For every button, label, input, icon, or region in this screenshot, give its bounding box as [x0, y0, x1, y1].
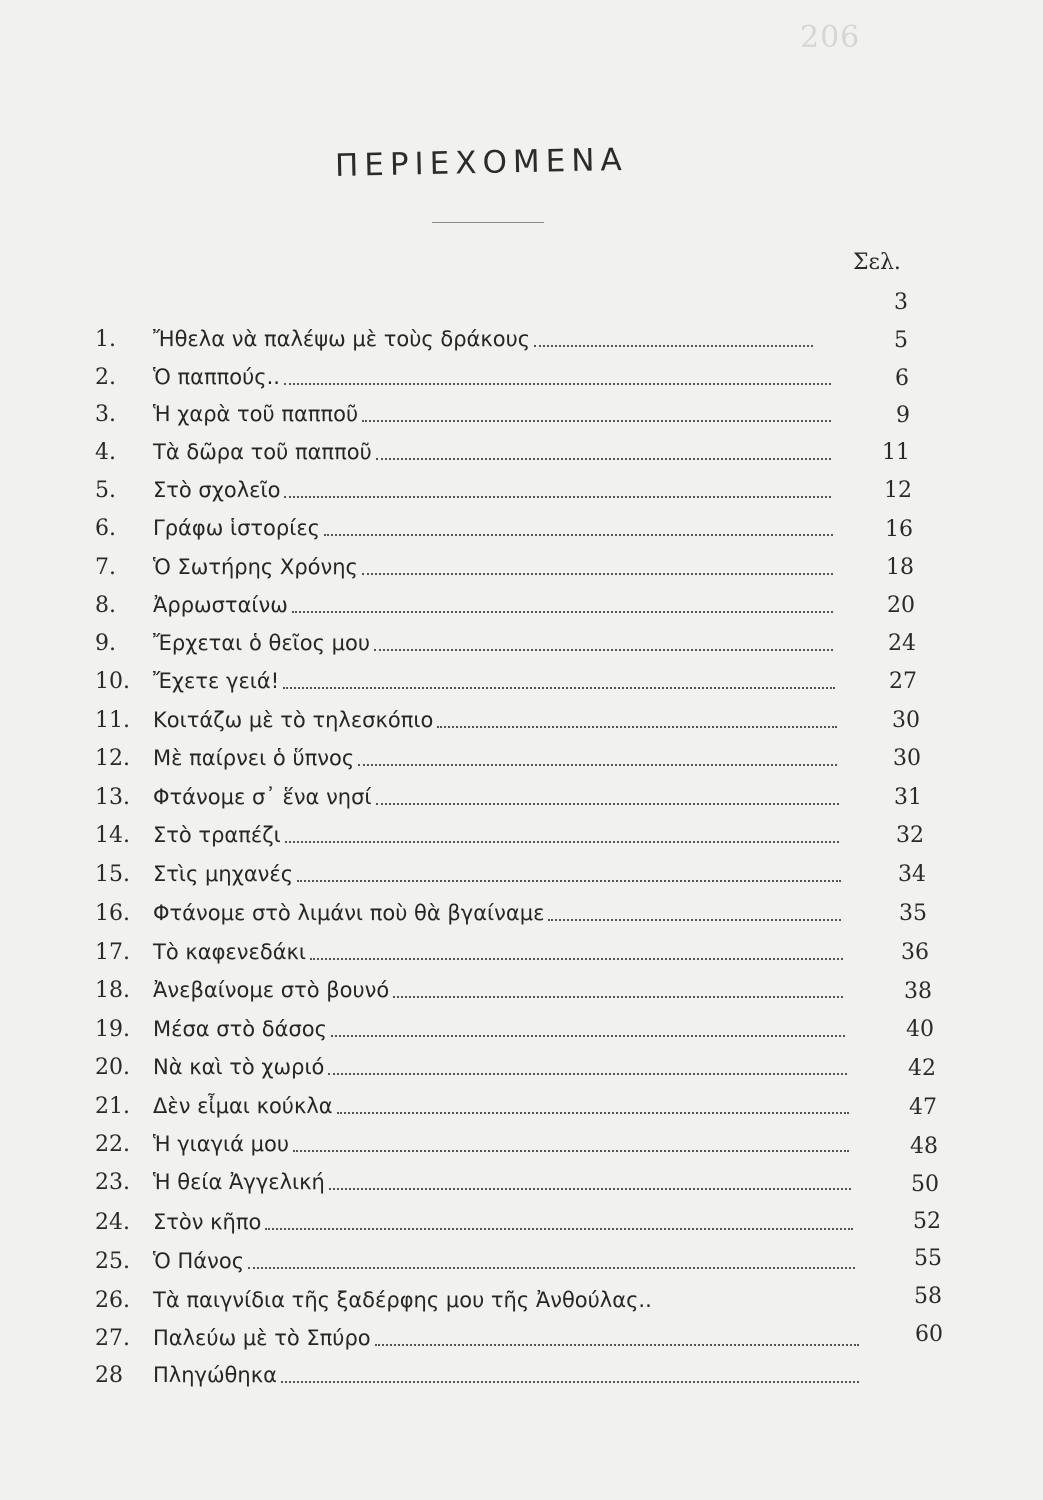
entry-title: Νὰ καὶ τὸ χωριό: [153, 1055, 325, 1079]
toc-entry: [95, 1012, 849, 1046]
page-number: 3: [894, 290, 908, 315]
page-number: 20: [887, 593, 915, 618]
entry-number: 7.: [95, 555, 116, 580]
dot-leader: [358, 764, 837, 766]
entry-number: 17.: [95, 940, 130, 965]
page-number: 60: [915, 1322, 943, 1347]
dot-leader: [285, 841, 839, 843]
dot-leader: [362, 573, 833, 575]
dot-leader: [297, 880, 841, 882]
entry-title: Στὸ τραπέζι: [153, 823, 281, 847]
page-number: 42: [908, 1056, 936, 1081]
page-number: 48: [910, 1134, 938, 1159]
page-number: 12: [884, 478, 912, 503]
entry-title: Ὁ Σωτήρης Χρόνης: [153, 555, 358, 579]
page-number: 9: [896, 403, 910, 428]
dot-leader: [265, 1228, 853, 1230]
toc-entry: [95, 935, 847, 969]
page-number: 52: [913, 1209, 941, 1234]
toc-entry: [95, 550, 837, 584]
toc-entry: [95, 973, 847, 1007]
dot-leader: [328, 1073, 847, 1075]
page-number: 50: [911, 1172, 939, 1197]
entry-number: 25.: [95, 1249, 130, 1274]
entry-number: 3.: [95, 402, 116, 427]
entry-number: 16.: [95, 901, 130, 926]
toc-entry: [95, 588, 837, 622]
entry-number: 5.: [95, 478, 116, 503]
dot-leader: [284, 383, 831, 385]
page-number: 47: [909, 1095, 937, 1120]
entry-title: Ἡ χαρὰ τοῦ παπποῦ: [153, 402, 359, 426]
toc-entry: [95, 511, 837, 545]
entry-title: Στὶς μηχανές: [153, 862, 294, 886]
toc-entry: [95, 741, 841, 775]
dot-leader: [374, 649, 833, 651]
page-number: 40: [906, 1017, 934, 1042]
entry-title: Πληγώθηκα: [153, 1363, 277, 1387]
page-number: 36: [901, 940, 929, 965]
dot-leader: [437, 726, 837, 728]
entry-number: 23.: [95, 1170, 130, 1195]
entry-title: Γράφω ἱστορίες: [153, 516, 321, 540]
entry-title: Ἀρρωσταίνω: [153, 593, 288, 617]
entry-number: 19.: [95, 1017, 130, 1042]
page-number: 34: [898, 862, 926, 887]
entry-title: Ἤθελα νὰ παλέψω μὲ τοὺς δράκους: [153, 327, 531, 351]
entry-title: Στὸ σχολεῖο: [153, 478, 281, 502]
toc-entry: [95, 626, 837, 660]
toc-entry: [95, 1127, 853, 1161]
entry-title: Δὲν εἶμαι κούκλα: [153, 1094, 333, 1118]
entry-number: 6.: [95, 516, 116, 541]
entry-number: 20.: [95, 1055, 130, 1080]
entry-title: Παλεύω μὲ τὸ Σπύρο: [153, 1326, 371, 1350]
entry-title: Φτάνομε στὸ λιμάνι ποὺ θὰ βγαίναμε: [153, 901, 545, 925]
entry-title: Ὁ παππούς..: [153, 365, 280, 389]
entry-number: 13.: [95, 785, 130, 810]
page-number: 5: [894, 328, 908, 353]
toc-entry: [95, 703, 841, 737]
entry-title: Μέσα στὸ δάσος: [153, 1017, 327, 1041]
entry-title: Τὰ δῶρα τοῦ παπποῦ: [153, 440, 372, 464]
dot-leader: [362, 420, 831, 422]
toc-entry: [95, 664, 839, 698]
page-number: 30: [892, 708, 920, 733]
toc-entry: [95, 322, 817, 356]
entry-number: 22.: [95, 1132, 130, 1157]
toc-entry: [95, 1244, 859, 1278]
toc-entry: [95, 896, 845, 930]
page-number: 16: [885, 517, 913, 542]
entry-number: 28: [95, 1363, 123, 1388]
toc-entry: [95, 435, 835, 469]
dot-leader: [393, 996, 843, 998]
entry-number: 2.: [95, 365, 116, 390]
page-number: 38: [904, 979, 932, 1004]
entry-number: 8.: [95, 593, 116, 618]
entry-number: 12.: [95, 746, 130, 771]
toc-entry: [95, 473, 835, 507]
dot-leader: [329, 1188, 851, 1190]
entry-title: Στὸν κῆπο: [153, 1210, 262, 1234]
entry-number: 14.: [95, 823, 130, 848]
entry-title: Ἀνεβαίνομε στὸ βουνό: [153, 978, 390, 1002]
entry-title: Ἔρχεται ὁ θεῖος μου: [153, 631, 370, 655]
page-number: 32: [896, 823, 924, 848]
entry-title: Ὁ Πάνος: [153, 1249, 245, 1273]
entry-number: 4.: [95, 440, 116, 465]
toc-entry: [95, 1165, 855, 1199]
page-title: ΠΕΡΙΕΧΟΜΕΝΑ: [334, 141, 629, 184]
page-number: 55: [914, 1246, 942, 1271]
dot-leader: [376, 803, 839, 805]
entry-title: Μὲ παίρνει ὁ ὕπνος: [153, 746, 355, 770]
toc-entry: [95, 1321, 863, 1355]
page-number: 18: [886, 555, 914, 580]
page-number: 11: [882, 440, 910, 465]
toc-entry: [95, 1050, 851, 1084]
entry-number: 24.: [95, 1210, 130, 1235]
entry-number: 9.: [95, 631, 116, 656]
dot-leader: [331, 1035, 845, 1037]
entry-number: 11.: [95, 708, 130, 733]
toc-entry: [95, 1089, 853, 1123]
entry-title: Ἔχετε γειά!: [153, 669, 280, 693]
page-number: 31: [894, 785, 922, 810]
dot-leader: [534, 345, 813, 347]
dot-leader: [292, 611, 833, 613]
entry-number: 27.: [95, 1326, 130, 1351]
dot-leader: [310, 958, 843, 960]
toc-entry: [95, 818, 843, 852]
entry-number: 10.: [95, 669, 130, 694]
dot-leader: [284, 496, 831, 498]
entry-title: Τὸ καφενεδάκι: [153, 940, 307, 964]
toc-entry: [95, 397, 835, 431]
dot-leader: [548, 919, 841, 921]
page-number: 35: [899, 901, 927, 926]
dot-leader: [375, 1344, 859, 1346]
entry-title: Τὰ παιγνίδια τῆς ξαδέρφης μου τῆς Ἀνθούλας..: [153, 1288, 652, 1312]
page-number: 6: [895, 366, 909, 391]
entry-title: Κοιτάζω μὲ τὸ τηλεσκόπιο: [153, 708, 434, 732]
page-number: 30: [893, 746, 921, 771]
entry-title: Ἡ θεία Ἀγγελική: [153, 1170, 325, 1194]
page-number: 27: [889, 669, 917, 694]
faded-page-number: 206: [800, 20, 861, 55]
page-number: 24: [888, 631, 916, 656]
toc-entry: [95, 1283, 863, 1317]
entry-number: 15.: [95, 862, 130, 887]
dot-leader: [283, 687, 835, 689]
toc-entry: [95, 857, 845, 891]
dot-leader: [293, 1150, 849, 1152]
entry-number: 26.: [95, 1288, 130, 1313]
entry-number: 21.: [95, 1094, 130, 1119]
entry-title: Φτάνομε σ᾽ ἕνα νησί: [153, 785, 372, 809]
entry-title: Ἡ γιαγιά μου: [153, 1132, 290, 1156]
toc-entry: [95, 780, 843, 814]
toc-entry: [95, 1358, 863, 1392]
dot-leader: [281, 1381, 859, 1383]
page-number: 58: [914, 1284, 942, 1309]
dot-leader: [248, 1267, 855, 1269]
dot-leader: [376, 458, 831, 460]
entry-number: 18.: [95, 978, 130, 1003]
dot-leader: [337, 1112, 849, 1114]
entry-number: 1.: [95, 327, 116, 352]
page-column-label: Σελ.: [853, 250, 901, 275]
toc-entry: [95, 360, 835, 394]
toc-entry: [95, 1205, 857, 1239]
dot-leader: [324, 534, 833, 536]
